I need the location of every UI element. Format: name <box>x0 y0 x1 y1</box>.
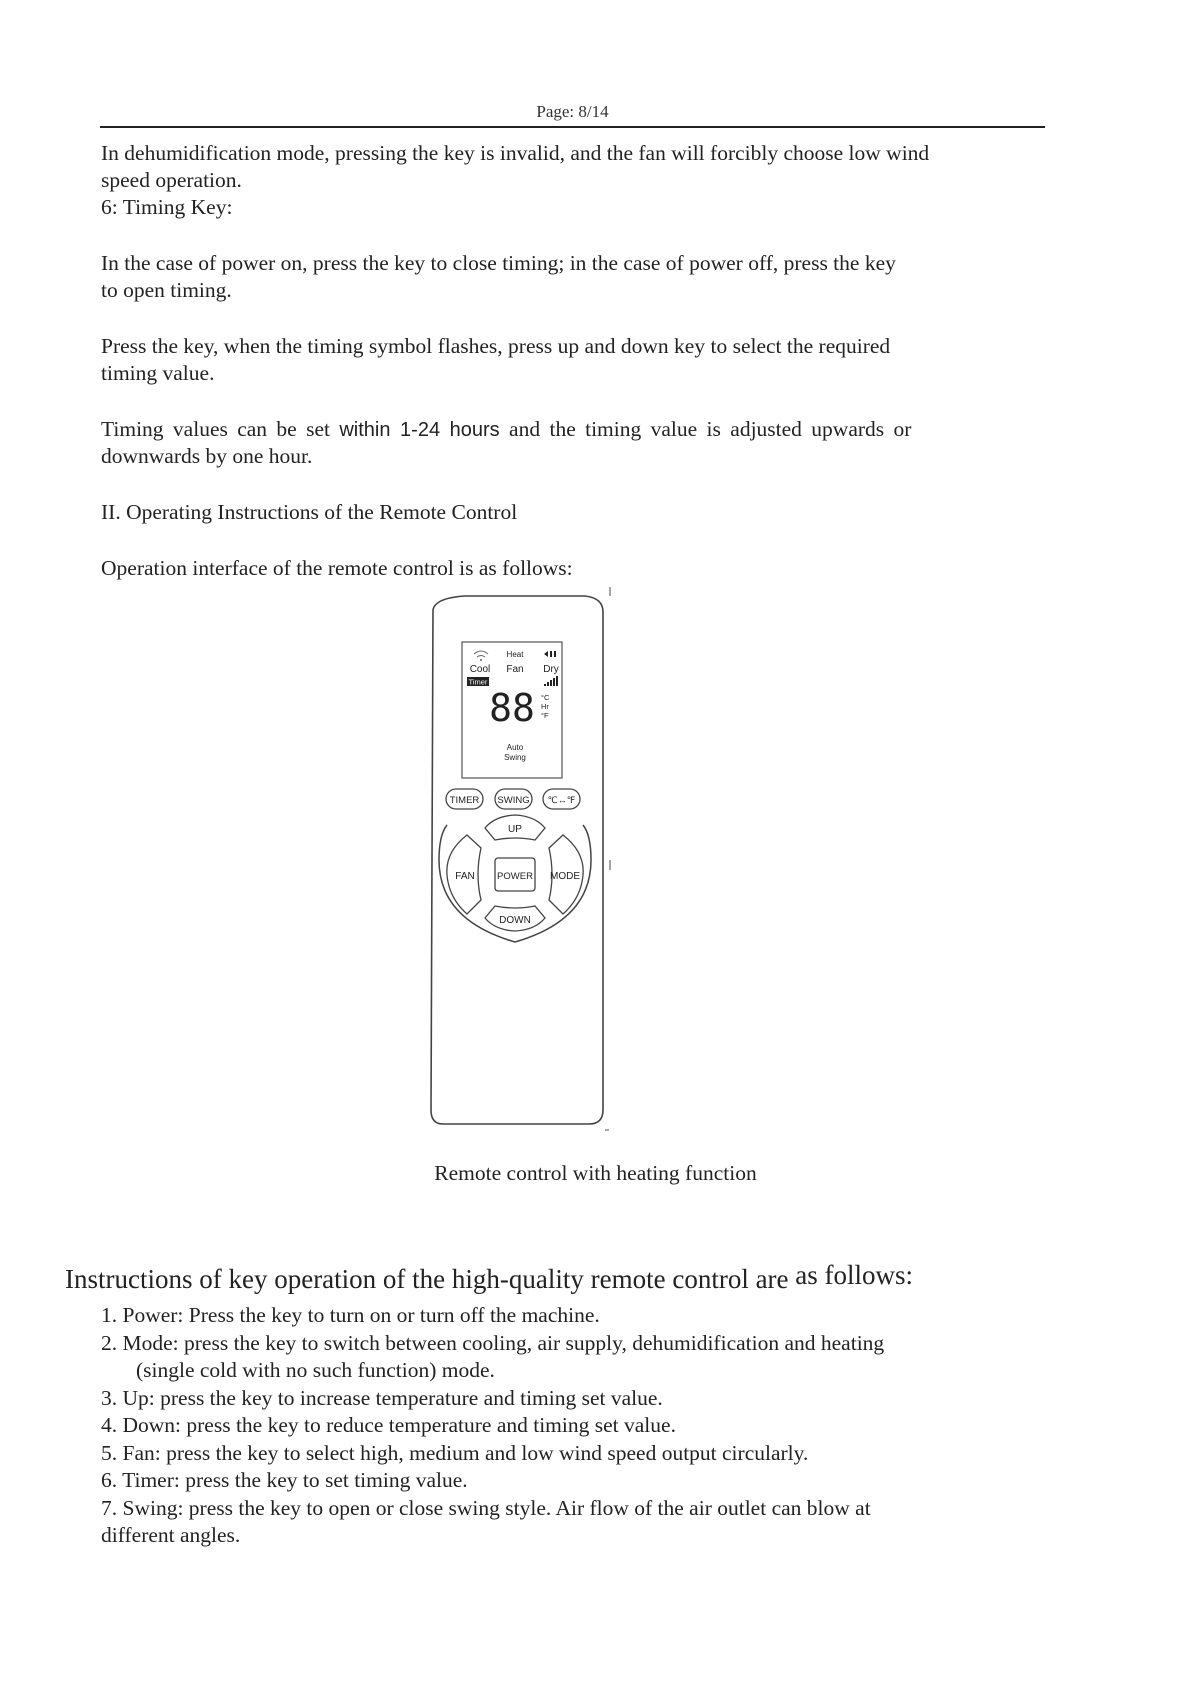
lcd-unit-f: °F <box>541 711 549 720</box>
lcd-swing: Swing <box>504 753 526 762</box>
timer-button[interactable] <box>446 789 483 809</box>
timing-range-highlight: within 1-24 hours <box>339 419 500 441</box>
remote-control-illustration <box>425 590 625 1130</box>
up-button-label: UP <box>508 824 522 835</box>
header-rule <box>100 126 1045 128</box>
paragraph-timing-symbol-line-2: timing value. <box>101 361 215 385</box>
lcd-cool: Cool <box>469 664 491 675</box>
swing-button[interactable] <box>495 789 532 809</box>
unit-toggle-button-label: ℃↔℉ <box>547 795 576 805</box>
figure-caption: Remote control with heating function <box>434 1161 757 1185</box>
lcd-heat: Heat <box>506 650 524 659</box>
timing-range-text-c: and the timing value is adjusted upwards or <box>499 417 912 441</box>
power-button-label: POWER <box>497 871 533 882</box>
swing-button-label: SWING <box>497 795 530 806</box>
lcd-digits: 88 <box>489 686 535 730</box>
lcd-unit-c: °C <box>541 693 550 702</box>
section-heading: II. Operating Instructions of the Remote Control <box>101 500 518 524</box>
list-item-power: 1. Power: Press the key to turn on or turn off the machine. <box>101 1303 600 1327</box>
power-button[interactable] <box>495 858 535 891</box>
paragraph-timing-symbol-line-1: Press the key, when the timing symbol flashes, press up and down key to select the required <box>101 334 891 358</box>
timer-button-label: TIMER <box>449 795 480 806</box>
page-number: Page: 8/14 <box>536 102 609 121</box>
remote-intro: Operation interface of the remote control is as follows: <box>101 556 573 580</box>
key-instructions-heading-b: as follows: <box>788 1260 914 1290</box>
paragraph-dehumidification-line-2: speed operation. <box>101 168 242 192</box>
list-item-swing: 7. Swing: press the key to open or close swing style. Air flow of the air outlet can blow at <box>101 1495 871 1520</box>
paragraph-timing-range-line-1 <box>101 416 1046 444</box>
mode-button-label: MODE <box>550 871 580 882</box>
lcd-timer-label: Timer <box>468 677 488 687</box>
remote-control-svg <box>425 590 625 1130</box>
list-item-up: 3. Up: press the key to increase temperature and timing set value. <box>101 1385 663 1410</box>
key-instructions-heading <box>65 1260 914 1295</box>
key-instructions-list <box>101 1302 1011 1550</box>
paragraph-power-timing-line-2: to open timing. <box>101 278 232 302</box>
list-item-mode: 2. Mode: press the key to switch between cooling, air supply, dehumidification and heating <box>101 1330 885 1355</box>
paragraph-power-timing-line-1: In the case of power on, press the key to close timing; in the case of power off, press the key <box>101 251 896 275</box>
key-instructions-heading-a: Instructions of key operation of the high-quality remote control are <box>65 1264 789 1294</box>
list-item-swing-continued: different angles. <box>101 1523 241 1547</box>
paragraph-dehumidification-line-1: In dehumidification mode, pressing the key is invalid, and the fan will forcibly choose low wind <box>101 141 930 165</box>
list-item-timer: 6. Timer: press the key to set timing value. <box>101 1468 468 1492</box>
timing-key-heading: 6: Timing Key: <box>101 195 233 219</box>
list-item-down: 4. Down: press the key to reduce temperature and timing set value. <box>101 1413 676 1437</box>
list-item-fan: 5. Fan: press the key to select high, medium and low wind speed output circularly. <box>101 1440 809 1465</box>
fan-button-label: FAN <box>455 871 475 882</box>
unit-toggle-button[interactable] <box>543 789 580 809</box>
lcd-fan: Fan <box>506 664 524 675</box>
paragraph-timing-range-line-2: downwards by one hour. <box>101 444 313 468</box>
timing-range-text-a: Timing values can be set <box>101 417 340 441</box>
lcd-dry: Dry <box>543 664 559 675</box>
list-item-mode-continued: (single cold with no such function) mode. <box>136 1358 495 1382</box>
down-button-label: DOWN <box>499 915 531 926</box>
lcd-unit-hr: Hr <box>541 702 549 711</box>
lcd-auto: Auto <box>506 743 524 752</box>
